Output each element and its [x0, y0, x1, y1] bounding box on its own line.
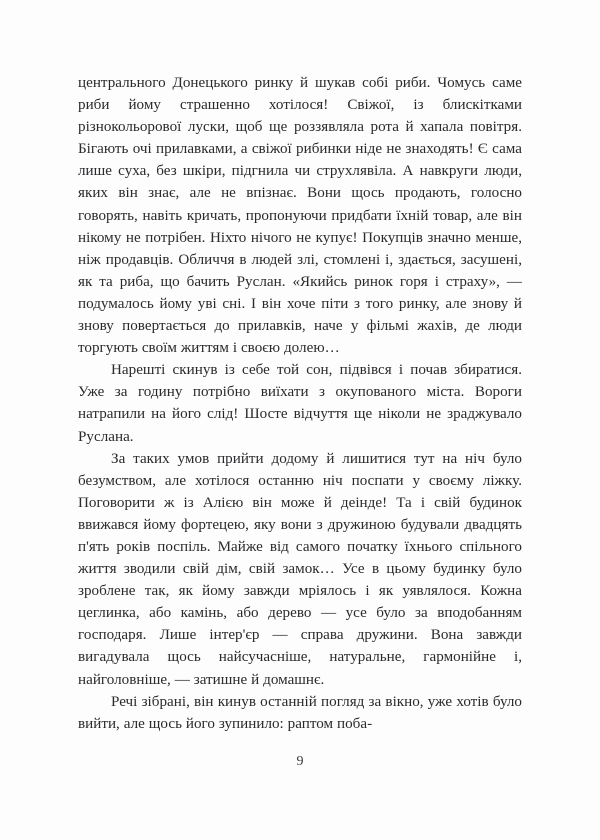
page-number: 9: [296, 754, 304, 769]
page-text-block: [78, 72, 522, 735]
paragraph: Речі зібрані, він кинув останній погляд за вікно, уже хотів було вийти, але щось його зупинило: раптом поба-: [78, 693, 522, 732]
paragraph: За таких умов прийти додому й лишитися тут на ніч було безумством, але хотілося останню ніч поспати у своєму ліжку. Поговорити ж із Алією він може й деінде! Та і свій будинок ввижався йому фортецею, яку вони з дружиною будували двадцять п'ять років поспіль. Майже від самого початку їхнього спільного життя зводили свій дім, свій замок… Усе в цьому будинку було зроблене так, як йому завжди мріялось і як уявлялося. Кожна цеглинка, або камінь, або дерево — усе було за вподобанням господаря. Лише інтер'єр — справа дружини. Вона завжди вигадувала щось найсучасніше, натуральне, гармонійне і, найголовніше, — затишне й домашнє.: [78, 450, 522, 688]
paragraph: Нарешті скинув із себе той сон, підвівся і почав збиратися. Уже за годину потрібно виїхати з окупованого міста. Вороги натрапили на його слід! Шосте відчуття ще ніколи не зраджувало Руслана.: [78, 362, 522, 445]
paragraph: центрального Донецького ринку й шукав собі риби. Чомусь саме риби йому страшенно хотілося! Свіжої, із блискітками різнокольорової луски, щоб ще роззявляла рота й хапала повітря. Бігають очі прилавками, а свіжої рибинки ніде не знаходять! Є сама лише суха, без шкіри, підгнила чи струхлявіла. А навкруги люди, яких він знає, але не впізнає. Вони щось продають, голосно говорять, навіть кричать, пропонуючи придбати їхній товар, але він нікому не потрібен. Ніхто нічого не купує! Покупців значно менше, ніж продавців. Обличчя в людей злі, стомлені і, здається, засушені, як та риба, що бачить Руслан. «Якийсь ринок горя і страху», — подумалось йому уві сні. І він хоче піти з того ринку, але знову й знову повертається до прилавків, наче у фільмі жахів, де люди торгують своїм життям і своєю долею…: [78, 75, 522, 357]
